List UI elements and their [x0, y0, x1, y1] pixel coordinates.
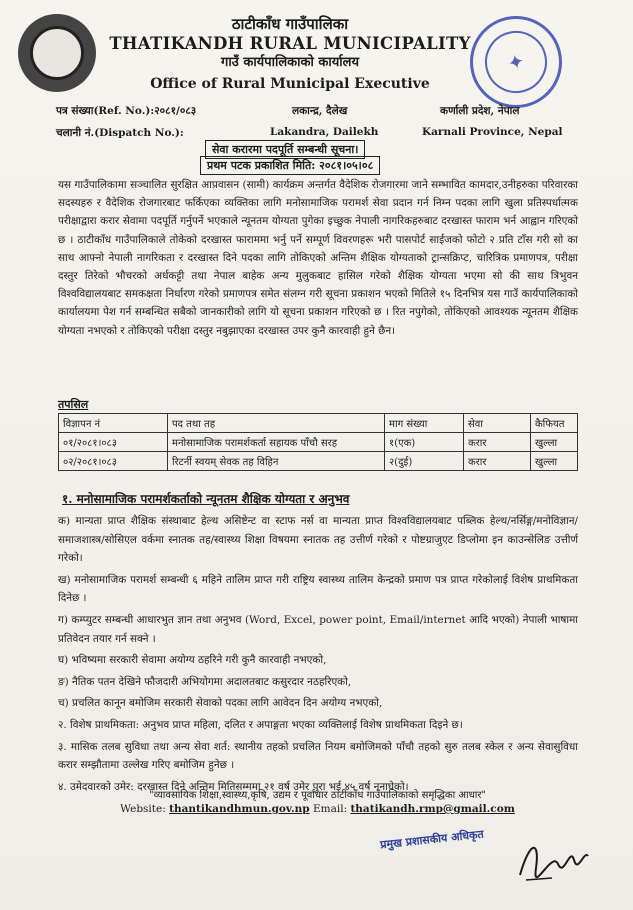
- municipality-name-en: THATIKANDH RURAL MUNICIPALITY: [109, 34, 471, 53]
- table-header-cell: सेवा: [464, 414, 531, 433]
- table-header-cell: कैफियत: [531, 414, 578, 433]
- email-link[interactable]: thatikandh.rmp@gmail.com: [350, 803, 515, 815]
- table-header-cell: माग संख्या: [385, 414, 464, 433]
- list-item: ख) मनोसामाजिक परामर्श सम्बन्धी ६ महिने तालिम प्राप्त गरी राष्ट्रिय स्वास्थ्य तालिम केन्द्रको प्रमाण पत्र प्राप्त गरेकोलाई विशेष प्राथमिकता दिनेछ ।: [58, 573, 578, 605]
- table-cell: ०२/२०८१।०८३: [59, 452, 168, 471]
- signature-mark: [512, 820, 592, 890]
- ref-number: पत्र संख्या(Ref. No.):२०८१/०८३: [56, 105, 197, 117]
- notice-body: यस गाउँपालिकामा सञ्चालित सुरक्षित आप्रवासन (सामी) कार्यक्रम अन्तर्गत वैदेशिक रोजगारमा जाने सम्भावित कामदार,उनीहरुका परिवारका सदस्यहरु र वैदेशिक रोजगारबाट फर्किएका व्यक्तिका लागि मनोसामाजिक परामर्श सेवा प्रदान गर्न निम्न पदका लागि खुला प्रतिस्पर्धात्मक परीक्षाद्वारा करार सेवामा पदपूर्ति गर्नुपर्ने भएकाले न्यूनतम योग्यता पुगेका इच्छुक नेपाली नागरिकहरुबाट दरखास्त फाराम भर्न आह्वान गरिएको छ । ठाटीकाँध गाउँपालिकाले तोकेको दरखास्त फाराममा भर्नु पर्ने सम्पूर्ण विवरणहरू भरी पासपोर्ट साईजको फोटो २ प्रति टाँस गरी सो का साथ आफ्नो नेपाली नागरिकता र दरखास्त दिने पदका लागि तोकिएको अन्तिम शैक्षिक योग्यताको ट्रान्सक्रिप्ट, चारित्रिक प्रमाणपत्र, परीक्षा दस्तुर तिरेको भौचरको अर्धकट्टी तथा नेपाल बाहेक अन्य मुलुकबाट हासिल गरेको शैक्षिक योग्यता भएमा सो की साथ त्रिभुवन विश्वविद्यालयबाट समकक्षता निर्धारण गरेको प्रमाणपत्र समेत संलग्न गरी सूचना प्रकाशन भएको मितिले १५ दिनभित्र यस गाउँ कार्यपालिकाको कार्यालयमा पेश गर्न सम्बन्धित सबैको जानकारीको लागि यो सूचना प्रकाशन गरिएको छ । रित नपुगेको, तोकिएको आवश्यक न्यूनतम शैक्षिक योग्यता नभएको र तोकिएको परीक्षा दस्तुर नबुझाएका दरखास्त उपर कुनै कारवाही हुने छैन।: [58, 179, 578, 337]
- list-item: च) प्रचलित कानून बमोजिम सरकारी सेवाको पदका लागि आवेदन दिन अयोग्य नभएको,: [58, 697, 383, 710]
- requirements-list: [58, 512, 578, 799]
- table-caption: तपसिल: [58, 398, 89, 411]
- office-name-en: Office of Rural Municipal Executive: [150, 76, 430, 92]
- list-item: ३. मासिक तलब सुविधा तथा अन्य सेवा शर्त: स्थानीय तहको प्रचलित नियम बमोजिमको पाँचौ तहको सुरु तलब स्केल र अन्य सेवासुविधा करार सम्झौतामा उल्लेख गरिए बमोजिम हुनेछ ।: [58, 740, 578, 772]
- table-cell: करार: [464, 433, 531, 452]
- table-cell: खुल्ला: [531, 433, 578, 452]
- nepal-emblem-icon: [18, 14, 96, 92]
- municipality-name-np: ठाटीकाँध गाउँपालिका: [231, 15, 349, 33]
- table-cell: करार: [464, 452, 531, 471]
- website-label: Website:: [120, 803, 166, 815]
- list-item: ङ) नैतिक पतन देखिने फौजदारी अभियोगमा अदालतबाट कसुरदार नठहरिएको,: [58, 675, 352, 688]
- dispatch-number: चलानी नं.(Dispatch No.):: [56, 127, 184, 139]
- list-item: ४. उमेदवारको उमेर: दरखास्त दिने अन्तिम मितिसम्ममा २१ वर्ष उमेर पुरा भई ४५ वर्ष ननाघेको।: [58, 780, 409, 793]
- website-link[interactable]: thantikandhmun.gov.np: [169, 803, 310, 815]
- letterhead: [100, 14, 480, 94]
- table-header-cell: विज्ञापन नं: [59, 414, 168, 433]
- signatory-stamp: प्रमुख प्रशासकीय अधिकृत: [379, 827, 485, 852]
- email-label: Email:: [312, 803, 348, 815]
- place-en: Lakandra, Dailekh: [270, 126, 379, 138]
- office-name-np: गाउँ कार्यपालिकाको कार्यालय: [221, 55, 359, 70]
- position-table: [58, 413, 578, 471]
- table-header-cell: पद तथा तह: [168, 414, 385, 433]
- municipality-seal-icon: ✦: [460, 6, 572, 118]
- list-item: क) मान्यता प्राप्त शैक्षिक संस्थाबाट हेल्थ असिष्टेन्ट वा स्टाफ नर्स वा मान्यता प्राप्त विश्वविद्यालयबाट पब्लिक हेल्थ/नर्सिङ्ग/मनोविज्ञान/समाजशास्त्र/सोसिएल वर्कमा स्नातक तह/स्वास्थ्य शिक्षा विषयमा स्नातक तह उत्तीर्ण गरेको र पोष्टग्राजुएट डिप्लोमा इन काउन्सेलिङ उत्तीर्ण गरेको।: [58, 515, 578, 565]
- table-row: [59, 452, 578, 471]
- footer-motto: "व्यावसायिक शिक्षा,स्वास्थ्य,कृषि, उद्यम र पूर्वाधार ठाटीकाँध गाउँपालिकाको समृद्धिका आधार": [148, 790, 487, 801]
- published-date: प्रथम पटक प्रकाशित मिति: २०८१।०५।०८: [200, 156, 380, 175]
- table-cell: मनोसामाजिक परामर्शकर्ता सहायक पाँचौ सरह: [168, 433, 385, 452]
- list-item: ग) कम्प्युटर सम्बन्धी आधारभुत ज्ञान तथा अनुभव (Word, Excel, power point, Email/internet आदि भएको) नेपाली भाषामा प्रतिवेदन तयार गर्न सक्ने ।: [58, 613, 578, 645]
- table-cell: रिटर्नी स्वयम् सेवक तह विहिन: [168, 452, 385, 471]
- list-item: घ) भविष्यमा सरकारी सेवामा अयोग्य ठहरिने गरी कुनै कारवाही नभएको,: [58, 654, 327, 667]
- table-cell: खुल्ला: [531, 452, 578, 471]
- table-cell: ०१/२०८१।०८३: [59, 433, 168, 452]
- table-cell: १(एक): [385, 433, 464, 452]
- section-title: १. मनोसामाजिक परामर्शकर्ताको न्यूनतम शैक्षिक योग्यता र अनुभव: [62, 492, 350, 506]
- province-np: कर्णाली प्रदेश, नेपाल: [440, 105, 520, 117]
- notice-title: सेवा करारमा पदपूर्ति सम्बन्धी सूचना।: [205, 140, 365, 159]
- table-row: [59, 433, 578, 452]
- table-cell: २(दुई): [385, 452, 464, 471]
- list-item: २. विशेष प्राथमिकता: अनुभव प्राप्त महिला, दलित र अपाङ्गता भएका व्यक्तिलाई विशेष प्राथमिकता दिइने छ।: [58, 718, 463, 731]
- table-header-row: [59, 414, 578, 433]
- place-np: लकान्द्र, दैलेख: [292, 105, 348, 117]
- footer-contact: [60, 803, 575, 815]
- province-en: Karnali Province, Nepal: [422, 126, 563, 138]
